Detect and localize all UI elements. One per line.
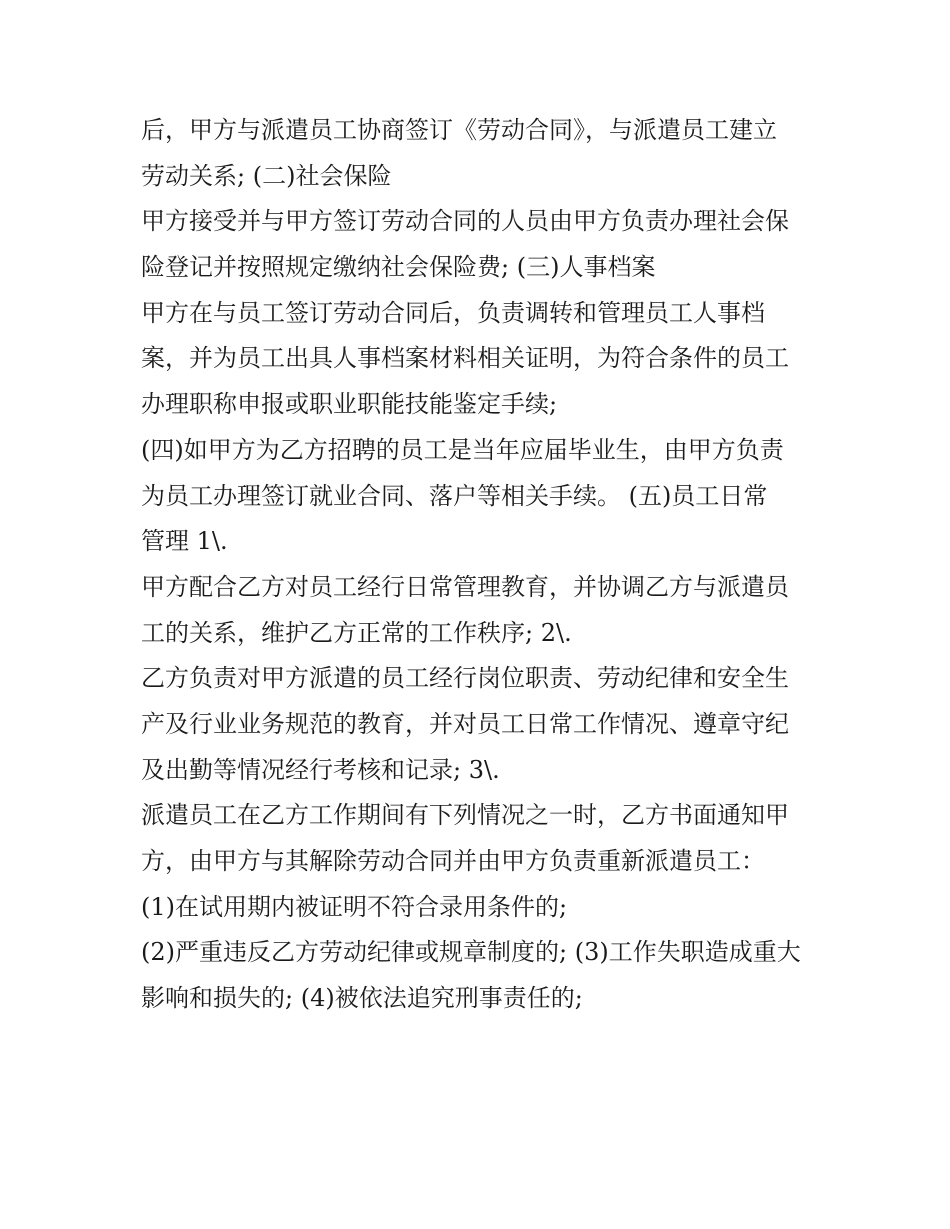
document-body xyxy=(141,108,821,1022)
text-line: 方，由甲方与其解除劳动合同并由甲方负责重新派遣员工： xyxy=(141,847,765,875)
text-line: 管理 1\. xyxy=(141,527,228,556)
text-line: 产及行业业务规范的教育，并对员工日常工作情况、遵章守纪 xyxy=(141,709,789,738)
text-line: 甲方接受并与甲方签订劳动合同的人员由甲方负责办理社会保 xyxy=(141,207,789,236)
text-line: 后，甲方与派遣员工协商签订《劳动合同》，与派遣员工建立 xyxy=(141,116,777,144)
text-line: 甲方配合乙方对员工经行日常管理教育，并协调乙方与派遣员 xyxy=(141,572,789,601)
text-line: 险登记并按照规定缴纳社会保险费; (三)人事档案 xyxy=(141,253,656,282)
text-line: 甲方在与员工签订劳动合同后，负责调转和管理员工人事档 xyxy=(141,298,765,327)
text-line: 派遣员工在乙方工作期间有下列情况之一时，乙方书面通知甲 xyxy=(141,801,789,830)
text-line: (四)如甲方为乙方招聘的员工是当年应届毕业生，由甲方负责 xyxy=(141,435,784,464)
text-line: 办理职称申报或职业职能技能鉴定手续; xyxy=(141,390,558,419)
text-line: 为员工办理签订就业合同、落户等相关手续。 (五)员工日常 xyxy=(141,481,768,510)
text-line: (1)在试用期内被证明不符合录用条件的; xyxy=(141,892,568,921)
text-line: 劳动关系; (二)社会保险 xyxy=(141,161,392,190)
text-line: 乙方负责对甲方派遣的员工经行岗位职责、劳动纪律和安全生 xyxy=(141,664,789,693)
text-line: 影响和损失的; (4)被依法追究刑事责任的; xyxy=(141,984,583,1013)
text-line: 案，并为员工出具人事档案材料相关证明，为符合条件的员工 xyxy=(141,344,789,373)
text-line: 及出勤等情况经行考核和记录; 3\. xyxy=(141,755,500,784)
text-line: (2)严重违反乙方劳动纪律或规章制度的; (3)工作失职造成重大 xyxy=(141,938,801,967)
text-line: 工的关系，维护乙方正常的工作秩序; 2\. xyxy=(141,618,572,647)
